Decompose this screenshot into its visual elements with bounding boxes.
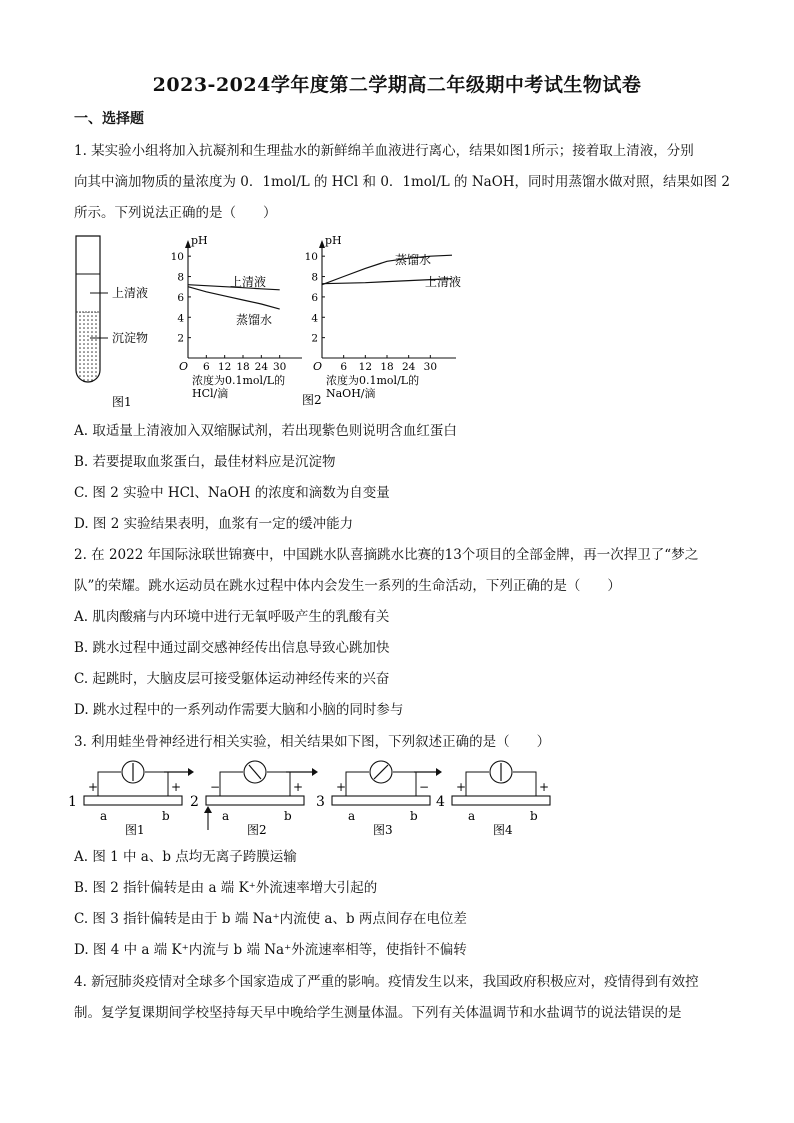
charge-sign-a: + [88, 780, 99, 794]
charge-sign-a: + [336, 780, 347, 794]
charge-sign-b: + [539, 780, 550, 794]
electrode-wire-a [466, 772, 489, 796]
panel-caption: 图3 [373, 823, 393, 837]
chart-naoh-xtick-label: 30 [423, 361, 438, 373]
stimulus-arrowhead [204, 806, 212, 813]
page-title: 2023-2024学年度第二学期高二年级期中考试生物试卷 [152, 74, 642, 96]
nerve-fiber [452, 796, 550, 805]
electrode-wire-a [98, 772, 121, 796]
chart-hcl-xtick-label: 24 [254, 361, 269, 373]
q2-line-2: 队”的荣耀。跳水运动员在跳水过程中体内会发生一系列的生命活动，下列正确的是（ ） [74, 578, 621, 594]
q3-option-d[interactable]: D. 图 4 中 a 端 K⁺内流与 b 端 Na⁺外流速率相等，使指针不偏转 [74, 942, 467, 958]
electrode-wire-b [267, 772, 290, 796]
nerve-fiber [332, 796, 430, 805]
point-b-label: b [162, 809, 170, 823]
panel-number: 1 [68, 794, 77, 810]
chart-naoh-ytick-label: 4 [311, 312, 318, 325]
chart-hcl-ytick-label: 4 [177, 312, 184, 325]
q1-option-b[interactable]: B. 若要提取血浆蛋白，最佳材料应是沉淀物 [74, 454, 336, 470]
chart-hcl [168, 228, 298, 400]
chart-naoh-series-label: 上清液 [425, 275, 462, 289]
q4-line-1: 4. 新冠肺炎疫情对全球多个国家造成了严重的影响。疫情发生以来，我国政府积极应对，疫情得到有效控 [74, 974, 699, 990]
chart-hcl-ylabel: pH [191, 234, 208, 247]
chart-hcl-xtick-label: 18 [236, 361, 250, 373]
section-title: 一、选择题 [74, 111, 144, 127]
panel-arrowhead [312, 768, 318, 776]
chart-naoh-ytick-label: 8 [311, 271, 318, 284]
chart-naoh-ytick-label: 6 [311, 291, 318, 304]
panel-caption: 图1 [125, 823, 145, 837]
panel-number: 4 [436, 794, 445, 810]
q1-line-2: 向其中滴加物质的量浓度为 0．1mol/L 的 HCl 和 0．1mol/L 的 NaOH，同时用蒸馏水做对照，结果如图 2 [74, 174, 730, 190]
q1-option-c[interactable]: C. 图 2 实验中 HCl、NaOH 的浓度和滴数为自变量 [74, 485, 390, 501]
panel-caption: 图4 [493, 823, 513, 837]
q1-option-a[interactable]: A. 取适量上清液加入双缩脲试剂，若出现紫色则说明含血红蛋白 [74, 423, 457, 439]
fig1-label-bottom: 沉淀物 [112, 331, 149, 345]
chart-naoh-xtick-label: 24 [401, 361, 416, 373]
chart-hcl-series-label: 上清液 [230, 275, 267, 289]
chart-hcl-ytick-label: 2 [177, 332, 184, 345]
panel-arrowhead [188, 768, 194, 776]
chart-hcl-xtick-label: 6 [202, 361, 210, 373]
charge-sign-b: + [293, 780, 304, 794]
point-b-label: b [410, 809, 418, 823]
chart-hcl-series-line [188, 287, 280, 309]
nerve-fiber [84, 796, 182, 805]
chart-hcl-xlabel-1: 浓度为0.1mol/L的 [192, 374, 286, 387]
panel-caption: 图2 [247, 823, 267, 837]
point-b-label: b [530, 809, 538, 823]
point-a-label: a [468, 809, 476, 823]
chart-naoh-xlabel-1: 浓度为0.1mol/L的 [326, 374, 420, 387]
panel-arrowhead [436, 768, 442, 776]
nerve-fiber [206, 796, 304, 805]
q1-line-3: 所示。下列说法正确的是（ ） [74, 205, 277, 221]
point-a-label: a [348, 809, 356, 823]
chart-naoh-ylabel: pH [325, 234, 342, 247]
q2-option-b[interactable]: B. 跳水过程中通过副交感神经传出信息导致心跳加快 [74, 640, 390, 656]
chart-naoh-ytick-label: 2 [311, 332, 318, 345]
q1-line-1: 1. 某实验小组将加入抗凝剂和生理盐水的新鲜绵羊血液进行离心，结果如图1所示；接着取上清液，分别 [74, 143, 694, 159]
fig1-tube [70, 230, 170, 410]
point-a-label: a [222, 809, 230, 823]
charge-sign-b: − [419, 780, 430, 794]
charge-sign-b: + [171, 780, 182, 794]
chart-naoh-origin: O [313, 360, 323, 373]
chart-naoh-xtick-label: 12 [358, 361, 373, 373]
chart-naoh-ytick-label: 10 [304, 251, 318, 264]
panel-number: 2 [190, 794, 199, 810]
fig2-caption: 图2 [302, 393, 322, 407]
point-b-label: b [284, 809, 292, 823]
q3-option-a[interactable]: A. 图 1 中 a、b 点均无离子跨膜运输 [74, 849, 297, 865]
chart-naoh-xtick-label: 18 [380, 361, 394, 373]
point-a-label: a [100, 809, 108, 823]
q3-line: 3. 利用蛙坐骨神经进行相关实验，相关结果如下图，下列叙述正确的是（ ） [74, 734, 551, 750]
nerve-figure [68, 758, 548, 840]
chart-hcl-ytick-label: 6 [177, 291, 184, 304]
chart-naoh [300, 228, 480, 412]
electrode-wire-b [393, 772, 416, 796]
panel-number: 3 [316, 794, 325, 810]
fig1-label-top: 上清液 [112, 286, 149, 300]
electrode-wire-a [346, 772, 369, 796]
charge-sign-a: + [456, 780, 467, 794]
q2-line-1: 2. 在 2022 年国际泳联世锦赛中，中国跳水队喜摘跳水比赛的13个项目的全部金牌，再一次捍卫了“梦之 [74, 547, 699, 563]
chart-hcl-xtick-label: 12 [217, 361, 232, 373]
chart-naoh-series-label: 蒸馏水 [395, 253, 432, 267]
chart-hcl-xtick-label: 30 [272, 361, 287, 373]
chart-hcl-ytick-label: 10 [170, 251, 184, 264]
q2-option-a[interactable]: A. 肌肉酸痛与内环境中进行无氧呼吸产生的乳酸有关 [74, 609, 390, 625]
q3-option-b[interactable]: B. 图 2 指针偏转是由 a 端 K⁺外流速率增大引起的 [74, 880, 378, 896]
q2-option-c[interactable]: C. 起跳时，大脑皮层可接受躯体运动神经传来的兴奋 [74, 671, 390, 687]
q2-option-d[interactable]: D. 跳水过程中的一系列动作需要大脑和小脑的同时参与 [74, 702, 404, 718]
chart-hcl-series-label: 蒸馏水 [236, 313, 273, 327]
electrode-wire-b [145, 772, 168, 796]
fig1-caption: 图1 [112, 395, 132, 409]
electrode-wire-a [220, 772, 243, 796]
charge-sign-a: − [210, 780, 221, 794]
q1-option-d[interactable]: D. 图 2 实验结果表明，血浆有一定的缓冲能力 [74, 516, 354, 532]
chart-hcl-ytick-label: 8 [177, 271, 184, 284]
chart-naoh-xtick-label: 6 [340, 361, 348, 373]
chart-naoh-xlabel-2: NaOH/滴 [326, 387, 376, 400]
chart-hcl-xlabel-2: HCl/滴 [192, 387, 229, 400]
electrode-wire-b [513, 772, 536, 796]
q3-option-c[interactable]: C. 图 3 指针偏转是由于 b 端 Na⁺内流使 a、b 两点间存在电位差 [74, 911, 467, 927]
chart-hcl-origin: O [179, 360, 189, 373]
q4-line-2: 制。复学复课期间学校坚持每天早中晚给学生测量体温。下列有关体温调节和水盐调节的说法错误的是 [74, 1005, 682, 1021]
